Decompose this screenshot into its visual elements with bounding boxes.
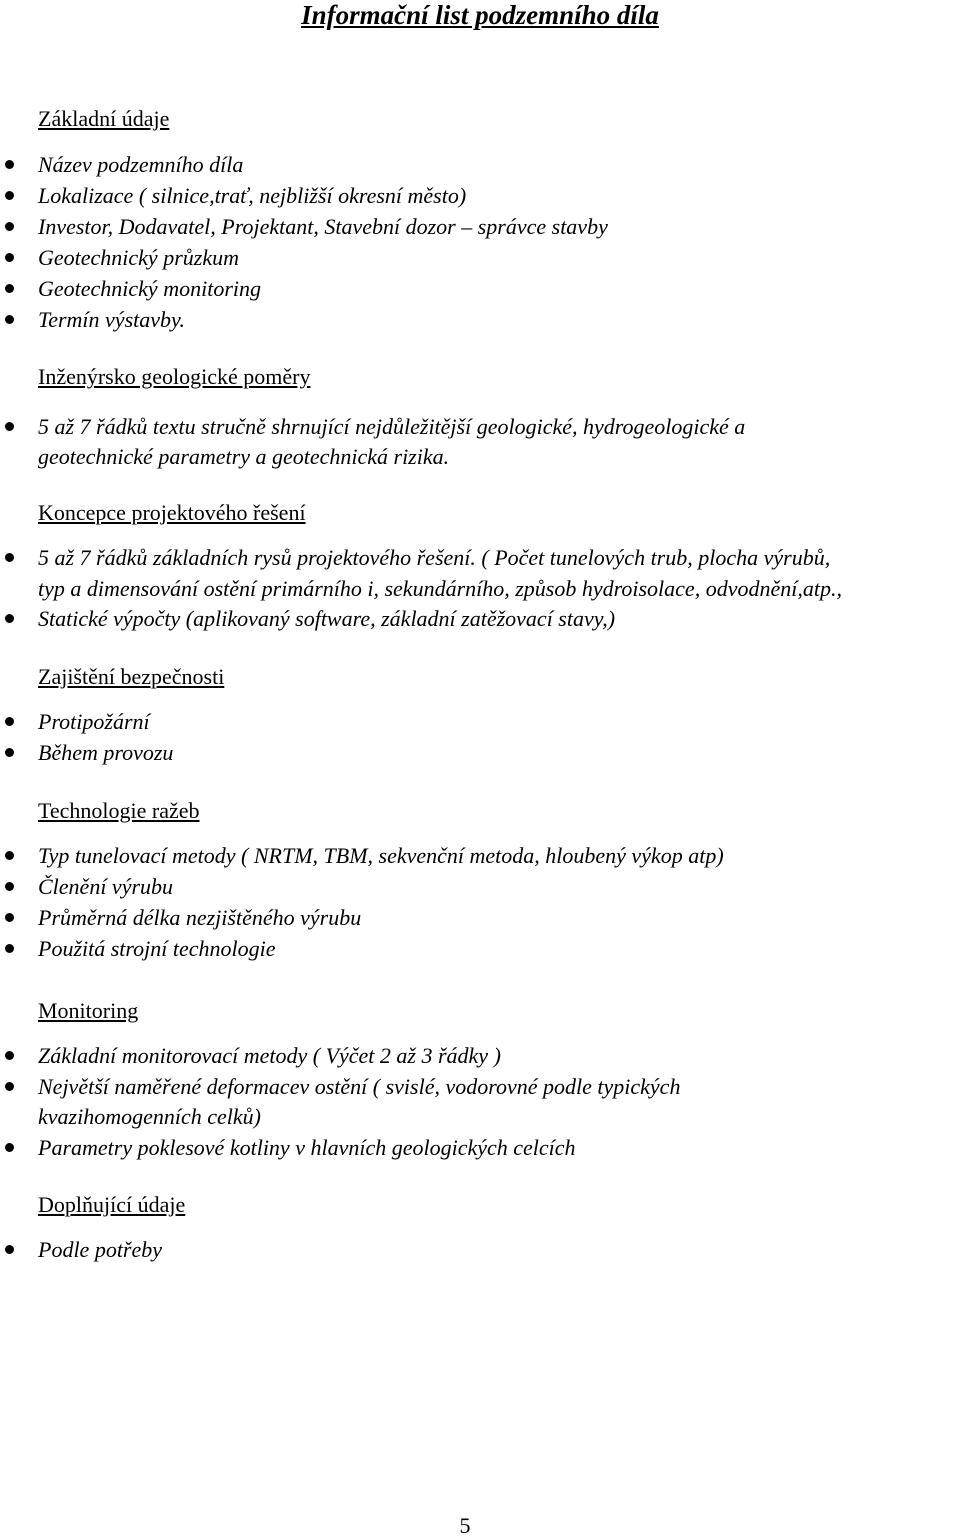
list-item: Geotechnický monitoring (38, 276, 261, 301)
list-item-line: kvazihomogenních celků) (38, 1104, 261, 1129)
list-item: Geotechnický průzkum (38, 245, 239, 270)
section-heading-zajisteni-bezpecnosti: Zajištění bezpečnosti (38, 664, 225, 689)
list-item: Protipožární (38, 709, 150, 734)
bullet-icon (5, 222, 14, 231)
section-heading-inzenyrsko-geologicke-pomery: Inženýrsko geologické poměry (38, 364, 311, 389)
bullet-icon (5, 882, 14, 891)
bullet-icon (5, 1051, 14, 1060)
list-item-line: typ a dimensování ostění primárního i, sekundárního, způsob hydroisolace, odvodnění,atp., (38, 576, 842, 601)
page-number: 5 (459, 1513, 471, 1538)
bullet-icon (5, 160, 14, 169)
list-item: Statické výpočty (aplikovaný software, základní zatěžovací stavy,) (38, 606, 616, 631)
list-item-line: geotechnické parametry a geotechnická rizika. (38, 444, 450, 469)
bullet-icon (5, 191, 14, 200)
list-item: Průměrná délka nezjištěného výrubu (38, 905, 362, 930)
bullet-icon (5, 851, 14, 860)
bullet-icon (5, 422, 14, 431)
section-heading-monitoring: Monitoring (38, 998, 139, 1023)
bullet-icon (5, 748, 14, 757)
bullet-icon (5, 1082, 14, 1091)
list-item: Základní monitorovací metody ( Výčet 2 až 3 řádky ) (38, 1043, 501, 1068)
list-item: Podle potřeby (38, 1237, 163, 1262)
list-item: Během provozu (38, 740, 174, 765)
list-item: Název podzemního díla (38, 152, 244, 177)
bullet-icon (5, 1143, 14, 1152)
bullet-icon (5, 614, 14, 623)
list-item: Použitá strojní technologie (38, 936, 276, 961)
bullet-icon (5, 284, 14, 293)
bullet-icon (5, 944, 14, 953)
bullet-icon (5, 553, 14, 562)
list-item-line: 5 až 7 řádků základních rysů projektového řešení. ( Počet tunelových trub, plocha výrubů, (38, 545, 831, 570)
section-heading-doplnujici-udaje: Doplňující údaje (38, 1192, 186, 1217)
list-item-line: 5 až 7 řádků textu stručně shrnující nejdůležitější geologické, hydrogeologické a (38, 414, 746, 439)
list-item: Investor, Dodavatel, Projektant, Stavební dozor – správce stavby (38, 214, 608, 239)
document-title: Informační list podzemního díla (301, 0, 659, 30)
list-item-line: Největší naměřené deformacev ostění ( svislé, vodorovné podle typických (38, 1074, 681, 1099)
bullet-icon (5, 717, 14, 726)
bullet-icon (5, 1245, 14, 1254)
section-heading-koncepce-projektoveho-reseni: Koncepce projektového řešení (38, 500, 306, 525)
section-heading-zakladni-udaje: Základní údaje (38, 106, 170, 131)
list-item: Členění výrubu (38, 874, 174, 899)
section-heading-technologie-razeb: Technologie ražeb (38, 798, 200, 823)
list-item: Termín výstavby. (38, 307, 186, 332)
list-item: Typ tunelovací metody ( NRTM, TBM, sekvenční metoda, hloubený výkop atp) (38, 843, 724, 868)
bullet-icon (5, 913, 14, 922)
list-item: Lokalizace ( silnice,trať, nejbližší okresní město) (38, 183, 467, 208)
bullet-icon (5, 315, 14, 324)
list-item: Parametry poklesové kotliny v hlavních geologických celcích (38, 1135, 576, 1160)
bullet-icon (5, 253, 14, 262)
